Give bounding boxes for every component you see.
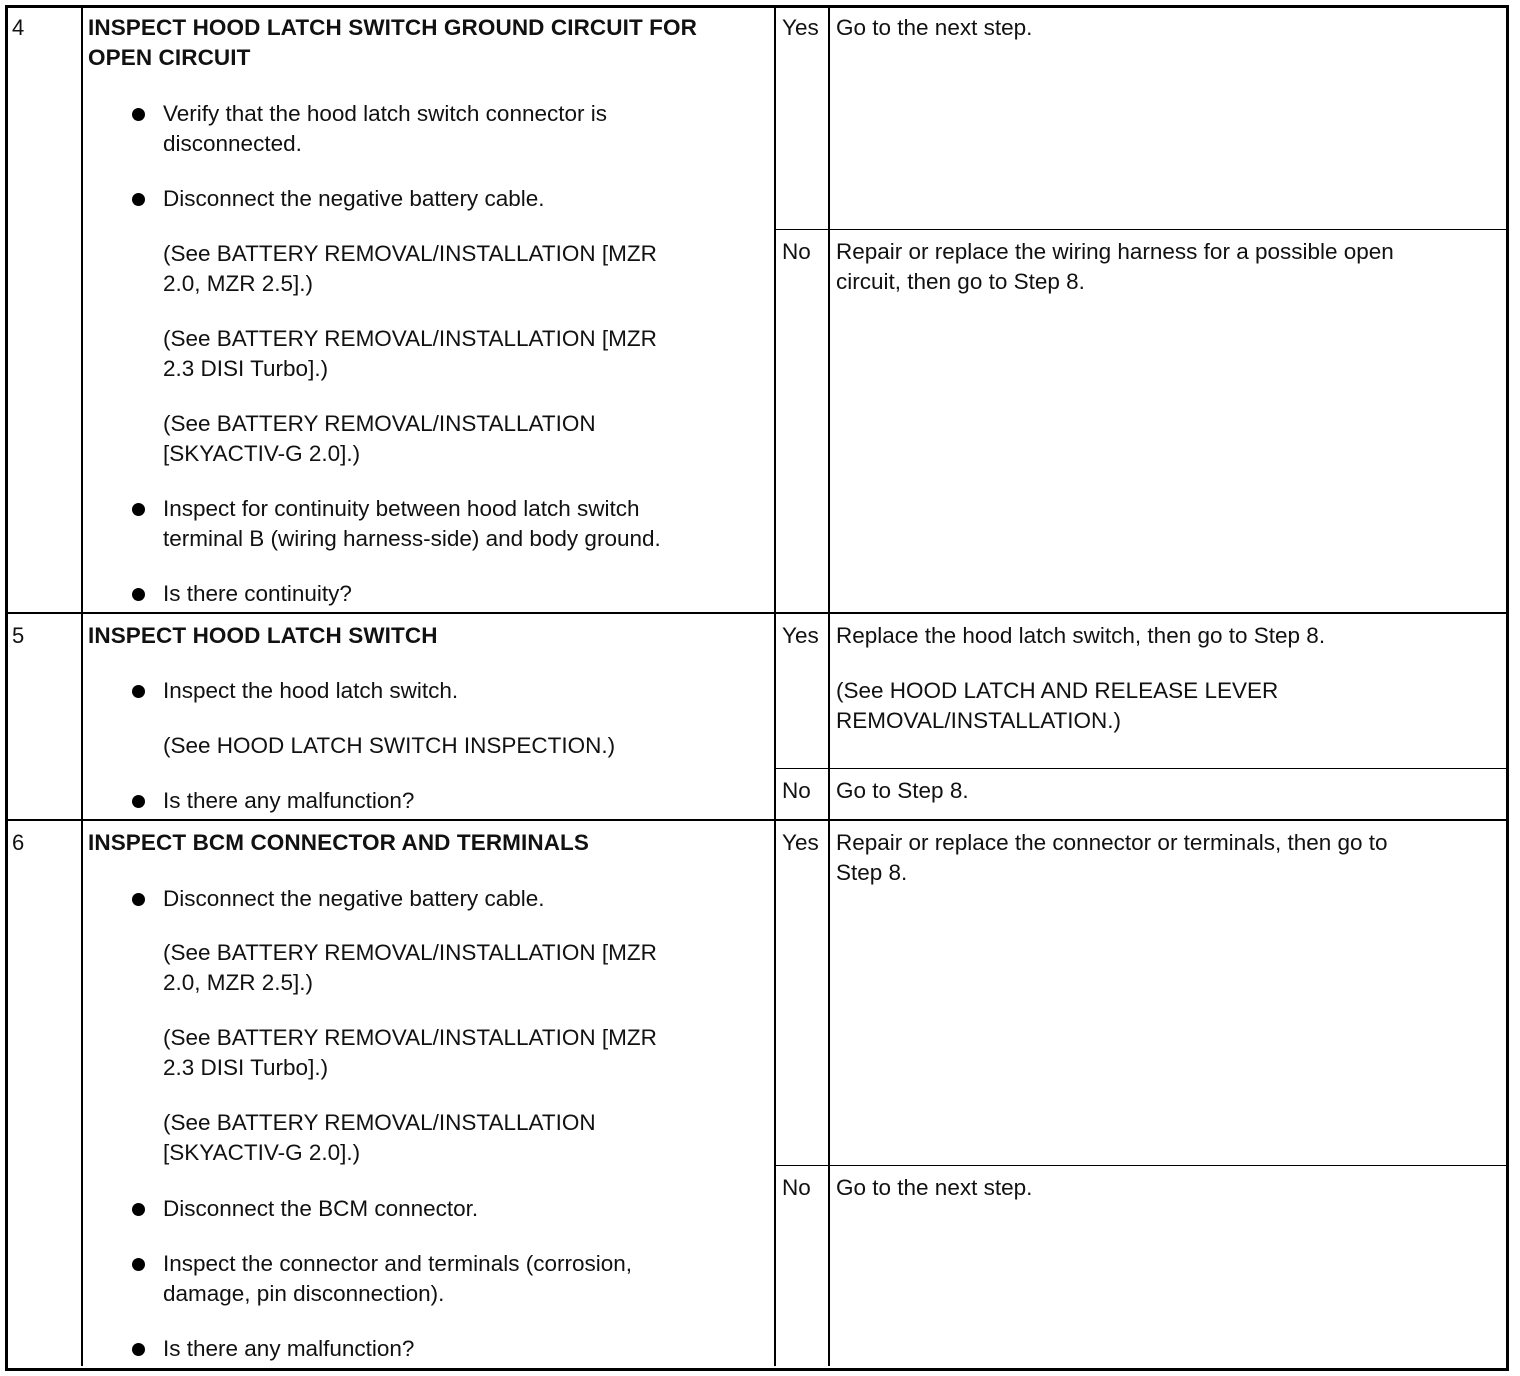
column-divider — [828, 6, 830, 1366]
yes-action — [836, 621, 1496, 651]
bullet-icon — [132, 1203, 145, 1216]
reference-note — [163, 409, 763, 469]
bullet-icon — [132, 1343, 145, 1356]
reference-note — [163, 239, 763, 299]
row-divider — [6, 612, 1506, 614]
yes-no-divider — [775, 1165, 1506, 1166]
bullet-text — [163, 676, 763, 706]
text-line: terminal B (wiring harness-side) and body ground. — [163, 526, 661, 551]
bullet-icon — [132, 588, 145, 601]
no-action — [836, 1173, 1496, 1203]
reference-note — [163, 938, 763, 998]
text-line: Is there any malfunction? — [163, 788, 415, 813]
text-line: Replace the hood latch switch, then go to Step 8. — [836, 623, 1326, 648]
step-number: 4 — [12, 15, 25, 40]
text-line: Is there any malfunction? — [163, 1336, 415, 1361]
yes-no-divider — [775, 768, 1506, 769]
text-line: Repair or replace the connector or terminals, then go to — [836, 830, 1388, 855]
text-line: Verify that the hood latch switch connector is — [163, 101, 607, 126]
bullet-icon — [132, 503, 145, 516]
bullet-icon — [132, 685, 145, 698]
text-line: Is there continuity? — [163, 581, 352, 606]
text-line: circuit, then go to Step 8. — [836, 269, 1085, 294]
bullet-text — [163, 184, 763, 214]
yes-label: Yes — [782, 15, 819, 40]
step-title-line: INSPECT HOOD LATCH SWITCH GROUND CIRCUIT FOR — [88, 15, 697, 40]
text-line: Inspect for continuity between hood latch switch — [163, 496, 640, 521]
yes-no-divider — [775, 229, 1506, 230]
text-line: Inspect the connector and terminals (corrosion, — [163, 1251, 632, 1276]
bullet-icon — [132, 795, 145, 808]
step-title-line: OPEN CIRCUIT — [88, 45, 251, 70]
reference-note — [163, 1108, 763, 1168]
no-action — [836, 776, 1496, 806]
text-line: [SKYACTIV-G 2.0].) — [163, 441, 361, 466]
step-title — [88, 13, 772, 73]
step-title-line: INSPECT BCM CONNECTOR AND TERMINALS — [88, 830, 590, 855]
yes-label: Yes — [782, 623, 819, 648]
bullet-text — [163, 786, 763, 816]
bullet-icon — [132, 1258, 145, 1271]
bullet-text — [163, 99, 763, 159]
bullet-icon — [132, 108, 145, 121]
text-line: disconnected. — [163, 131, 302, 156]
step-title-line: INSPECT HOOD LATCH SWITCH — [88, 623, 438, 648]
text-line: Disconnect the negative battery cable. — [163, 886, 545, 911]
bullet-text — [163, 494, 763, 554]
bullet-text — [163, 884, 763, 914]
bullet-text — [163, 1194, 763, 1224]
column-divider — [81, 6, 83, 1366]
text-line: [SKYACTIV-G 2.0].) — [163, 1140, 361, 1165]
step-title — [88, 621, 772, 651]
bullet-text — [163, 579, 763, 609]
yes-action — [836, 13, 1496, 43]
text-line: (See BATTERY REMOVAL/INSTALLATION — [163, 411, 596, 436]
yes-action — [836, 828, 1496, 888]
yes-reference-note — [836, 676, 1496, 736]
text-line: Go to the next step. — [836, 1175, 1033, 1200]
text-line: Step 8. — [836, 860, 908, 885]
text-line: Repair or replace the wiring harness for a possible open — [836, 239, 1394, 264]
text-line: (See BATTERY REMOVAL/INSTALLATION [MZR — [163, 326, 657, 351]
text-line: Go to Step 8. — [836, 778, 969, 803]
text-line: Inspect the hood latch switch. — [163, 678, 459, 703]
text-line: damage, pin disconnection). — [163, 1281, 445, 1306]
no-action — [836, 237, 1496, 297]
bullet-icon — [132, 893, 145, 906]
text-line: Go to the next step. — [836, 15, 1033, 40]
text-line: 2.3 DISI Turbo].) — [163, 356, 329, 381]
text-line: Disconnect the negative battery cable. — [163, 186, 545, 211]
text-line: 2.0, MZR 2.5].) — [163, 970, 314, 995]
text-line: REMOVAL/INSTALLATION.) — [836, 708, 1122, 733]
no-label: No — [782, 778, 811, 803]
step-number: 5 — [12, 623, 25, 648]
step-title — [88, 828, 772, 858]
text-line: (See BATTERY REMOVAL/INSTALLATION [MZR — [163, 940, 657, 965]
bullet-icon — [132, 193, 145, 206]
bullet-text — [163, 1249, 763, 1309]
step-number: 6 — [12, 830, 25, 855]
text-line: Disconnect the BCM connector. — [163, 1196, 479, 1221]
row-divider — [6, 819, 1506, 821]
text-line: 2.3 DISI Turbo].) — [163, 1055, 329, 1080]
yes-label: Yes — [782, 830, 819, 855]
no-label: No — [782, 1175, 811, 1200]
reference-note — [163, 1023, 763, 1083]
column-divider — [774, 6, 776, 1366]
text-line: (See HOOD LATCH AND RELEASE LEVER — [836, 678, 1279, 703]
text-line: (See BATTERY REMOVAL/INSTALLATION [MZR — [163, 241, 657, 266]
reference-note — [163, 324, 763, 384]
text-line: (See BATTERY REMOVAL/INSTALLATION [MZR — [163, 1025, 657, 1050]
text-line: 2.0, MZR 2.5].) — [163, 271, 314, 296]
no-label: No — [782, 239, 811, 264]
text-line: (See HOOD LATCH SWITCH INSPECTION.) — [163, 733, 616, 758]
bullet-text — [163, 1334, 763, 1364]
reference-note — [163, 731, 763, 761]
text-line: (See BATTERY REMOVAL/INSTALLATION — [163, 1110, 596, 1135]
